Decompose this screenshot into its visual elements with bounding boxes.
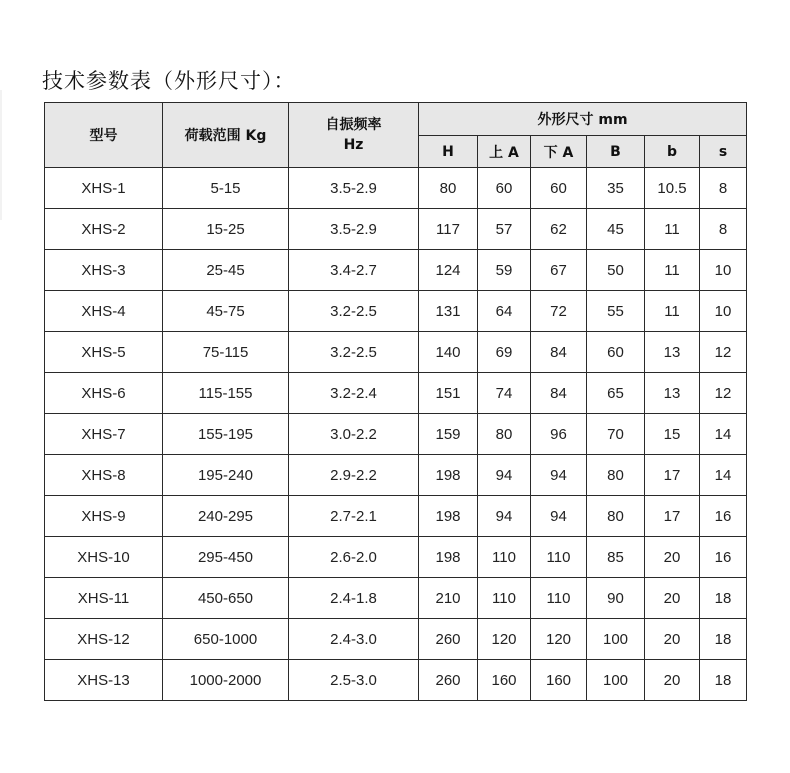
cell-dim-lower-a: 84 — [531, 373, 587, 414]
cell-dim-h: 124 — [419, 250, 478, 291]
cell-load-range: 295-450 — [163, 537, 289, 578]
cell-dim-lower-a: 120 — [531, 619, 587, 660]
cell-dim-small-b: 20 — [645, 619, 700, 660]
table-row — [45, 373, 747, 414]
cell-dim-small-b: 20 — [645, 660, 700, 701]
cell-model: XHS-13 — [45, 660, 163, 701]
cell-dim-small-b: 20 — [645, 537, 700, 578]
cell-dim-small-b: 15 — [645, 414, 700, 455]
page-title: 技术参数表（外形尺寸）： — [42, 69, 296, 93]
header-dim-h: H — [419, 136, 478, 168]
cell-dim-upper-a: 110 — [478, 537, 531, 578]
cell-dim-h: 151 — [419, 373, 478, 414]
cell-natural-frequency: 3.0-2.2 — [289, 414, 419, 455]
cell-dim-big-b: 80 — [587, 455, 645, 496]
cell-dim-small-b: 17 — [645, 496, 700, 537]
cell-dim-lower-a: 96 — [531, 414, 587, 455]
page-edge-shadow — [0, 90, 2, 220]
cell-load-range: 75-115 — [163, 332, 289, 373]
cell-load-range: 25-45 — [163, 250, 289, 291]
cell-dim-h: 198 — [419, 496, 478, 537]
cell-natural-frequency: 3.2-2.5 — [289, 332, 419, 373]
cell-model: XHS-11 — [45, 578, 163, 619]
cell-natural-frequency: 3.2-2.4 — [289, 373, 419, 414]
header-model: 型号 — [45, 103, 163, 168]
cell-dim-lower-a: 160 — [531, 660, 587, 701]
cell-dim-lower-a: 72 — [531, 291, 587, 332]
cell-dim-small-b: 10.5 — [645, 168, 700, 209]
cell-dim-big-b: 60 — [587, 332, 645, 373]
cell-dim-big-b: 100 — [587, 660, 645, 701]
cell-model: XHS-3 — [45, 250, 163, 291]
cell-natural-frequency: 2.4-3.0 — [289, 619, 419, 660]
cell-dim-big-b: 100 — [587, 619, 645, 660]
cell-dim-upper-a: 94 — [478, 496, 531, 537]
cell-natural-frequency: 3.4-2.7 — [289, 250, 419, 291]
cell-dim-upper-a: 69 — [478, 332, 531, 373]
table-row — [45, 209, 747, 250]
cell-dim-small-b: 13 — [645, 373, 700, 414]
cell-dim-s: 12 — [700, 373, 747, 414]
cell-natural-frequency: 2.5-3.0 — [289, 660, 419, 701]
cell-dim-small-b: 17 — [645, 455, 700, 496]
cell-dim-s: 16 — [700, 537, 747, 578]
cell-dim-h: 131 — [419, 291, 478, 332]
cell-dim-lower-a: 110 — [531, 578, 587, 619]
cell-dim-lower-a: 62 — [531, 209, 587, 250]
header-dim-s: s — [700, 136, 747, 168]
cell-model: XHS-1 — [45, 168, 163, 209]
cell-dim-upper-a: 64 — [478, 291, 531, 332]
cell-dim-s: 12 — [700, 332, 747, 373]
cell-dim-h: 210 — [419, 578, 478, 619]
cell-load-range: 155-195 — [163, 414, 289, 455]
cell-load-range: 195-240 — [163, 455, 289, 496]
cell-dim-s: 18 — [700, 660, 747, 701]
cell-dim-lower-a: 110 — [531, 537, 587, 578]
cell-dim-upper-a: 94 — [478, 455, 531, 496]
table-row — [45, 496, 747, 537]
table-header — [45, 103, 747, 168]
cell-model: XHS-5 — [45, 332, 163, 373]
cell-natural-frequency: 2.6-2.0 — [289, 537, 419, 578]
cell-load-range: 240-295 — [163, 496, 289, 537]
cell-natural-frequency: 3.5-2.9 — [289, 168, 419, 209]
cell-load-range: 45-75 — [163, 291, 289, 332]
header-dim-lower-a: 下 A — [531, 136, 587, 168]
cell-dim-big-b: 90 — [587, 578, 645, 619]
cell-dim-big-b: 65 — [587, 373, 645, 414]
cell-dim-big-b: 45 — [587, 209, 645, 250]
cell-dim-lower-a: 84 — [531, 332, 587, 373]
cell-dim-s: 16 — [700, 496, 747, 537]
cell-dim-big-b: 70 — [587, 414, 645, 455]
cell-dim-s: 18 — [700, 619, 747, 660]
cell-dim-small-b: 11 — [645, 250, 700, 291]
cell-dim-lower-a: 67 — [531, 250, 587, 291]
table-row — [45, 455, 747, 496]
spec-table — [44, 102, 747, 701]
cell-dim-big-b: 50 — [587, 250, 645, 291]
cell-natural-frequency: 2.7-2.1 — [289, 496, 419, 537]
cell-dim-s: 8 — [700, 168, 747, 209]
cell-load-range: 5-15 — [163, 168, 289, 209]
cell-dim-upper-a: 160 — [478, 660, 531, 701]
header-load-range: 荷载范围 Kg — [163, 103, 289, 168]
cell-dim-big-b: 80 — [587, 496, 645, 537]
cell-dim-s: 18 — [700, 578, 747, 619]
table-row — [45, 578, 747, 619]
cell-dim-s: 14 — [700, 414, 747, 455]
cell-load-range: 115-155 — [163, 373, 289, 414]
cell-dim-h: 198 — [419, 537, 478, 578]
cell-dim-lower-a: 94 — [531, 496, 587, 537]
cell-load-range: 15-25 — [163, 209, 289, 250]
header-dimensions-group: 外形尺寸 mm — [419, 103, 747, 136]
cell-dim-h: 159 — [419, 414, 478, 455]
cell-dim-s: 8 — [700, 209, 747, 250]
cell-model: XHS-7 — [45, 414, 163, 455]
table-body — [45, 168, 747, 701]
cell-model: XHS-9 — [45, 496, 163, 537]
cell-dim-h: 140 — [419, 332, 478, 373]
cell-load-range: 650-1000 — [163, 619, 289, 660]
cell-natural-frequency: 3.5-2.9 — [289, 209, 419, 250]
cell-model: XHS-6 — [45, 373, 163, 414]
cell-dim-upper-a: 57 — [478, 209, 531, 250]
cell-dim-h: 80 — [419, 168, 478, 209]
cell-dim-small-b: 20 — [645, 578, 700, 619]
cell-natural-frequency: 2.4-1.8 — [289, 578, 419, 619]
header-natural-frequency-label: 自振频率 — [325, 117, 382, 133]
cell-dim-h: 117 — [419, 209, 478, 250]
cell-dim-h: 260 — [419, 660, 478, 701]
cell-dim-upper-a: 74 — [478, 373, 531, 414]
table-row — [45, 250, 747, 291]
header-dim-big-b: B — [587, 136, 645, 168]
cell-dim-s: 14 — [700, 455, 747, 496]
cell-natural-frequency: 3.2-2.5 — [289, 291, 419, 332]
cell-model: XHS-4 — [45, 291, 163, 332]
table-row — [45, 619, 747, 660]
cell-dim-small-b: 13 — [645, 332, 700, 373]
cell-dim-lower-a: 60 — [531, 168, 587, 209]
cell-dim-h: 260 — [419, 619, 478, 660]
cell-dim-upper-a: 59 — [478, 250, 531, 291]
header-dim-small-b: b — [645, 136, 700, 168]
table-row — [45, 168, 747, 209]
cell-dim-big-b: 55 — [587, 291, 645, 332]
table-row — [45, 537, 747, 578]
cell-dim-upper-a: 120 — [478, 619, 531, 660]
cell-model: XHS-2 — [45, 209, 163, 250]
cell-model: XHS-8 — [45, 455, 163, 496]
table-row — [45, 291, 747, 332]
table-row — [45, 660, 747, 701]
table-row — [45, 414, 747, 455]
cell-dim-big-b: 35 — [587, 168, 645, 209]
table-row — [45, 332, 747, 373]
cell-natural-frequency: 2.9-2.2 — [289, 455, 419, 496]
cell-load-range: 1000-2000 — [163, 660, 289, 701]
cell-dim-upper-a: 110 — [478, 578, 531, 619]
cell-model: XHS-10 — [45, 537, 163, 578]
cell-dim-big-b: 85 — [587, 537, 645, 578]
cell-load-range: 450-650 — [163, 578, 289, 619]
header-dim-upper-a: 上 A — [478, 136, 531, 168]
cell-dim-small-b: 11 — [645, 291, 700, 332]
cell-dim-lower-a: 94 — [531, 455, 587, 496]
cell-dim-upper-a: 80 — [478, 414, 531, 455]
header-natural-frequency — [289, 103, 419, 168]
header-row-top — [45, 103, 747, 136]
cell-dim-upper-a: 60 — [478, 168, 531, 209]
cell-model: XHS-12 — [45, 619, 163, 660]
cell-dim-s: 10 — [700, 250, 747, 291]
cell-dim-small-b: 11 — [645, 209, 700, 250]
cell-dim-s: 10 — [700, 291, 747, 332]
cell-dim-h: 198 — [419, 455, 478, 496]
header-natural-frequency-unit: Hz — [343, 137, 364, 153]
